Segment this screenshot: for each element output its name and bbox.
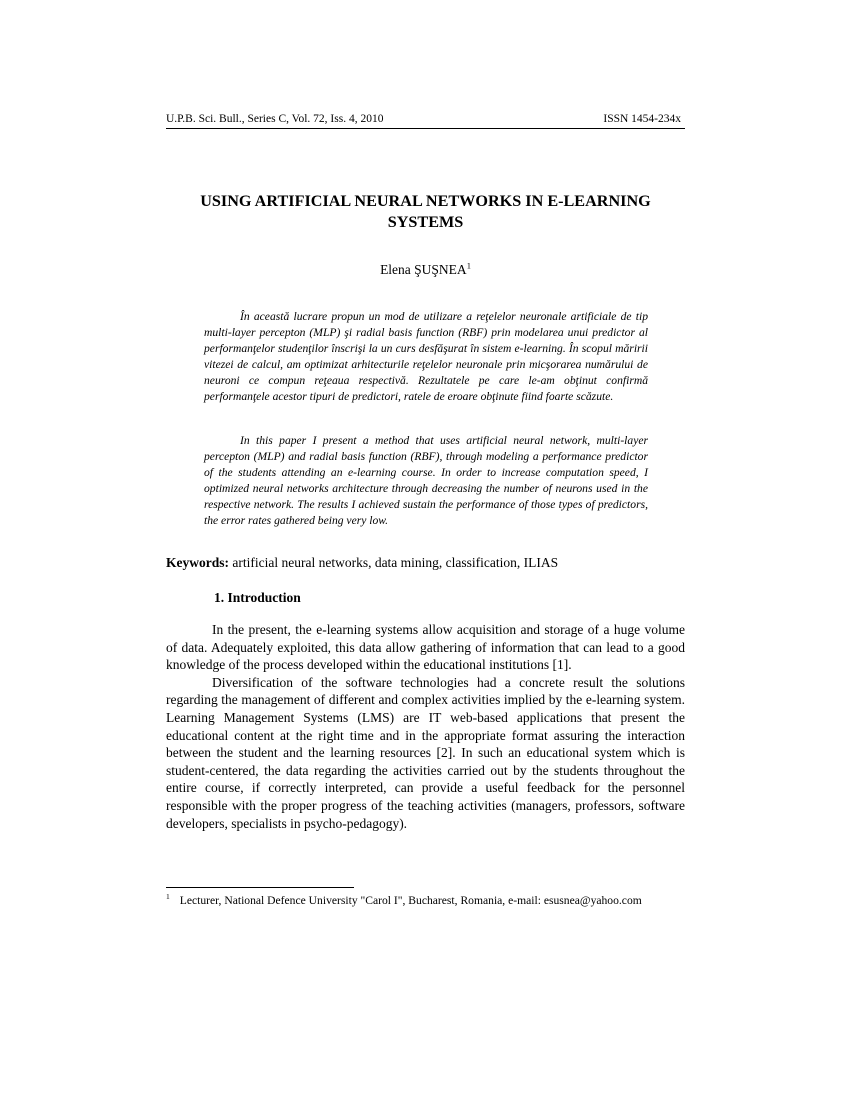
keywords-line [166, 554, 685, 572]
footnote-mark: 1 [166, 892, 170, 902]
footnote-divider [166, 887, 354, 888]
paragraph: In the present, the e-learning systems allow acquisition and storage of a huge volume of data. Adequately exploited, this data allow gathering of information that can lead to a good knowledge of the process developed within the educational institutions [1]. [166, 622, 685, 673]
journal-citation: U.P.B. Sci. Bull., Series C, Vol. 72, Iss. 4, 2010 [166, 113, 384, 125]
author-name: Elena ŞUŞNEA [380, 262, 467, 277]
paper-page [166, 0, 685, 1100]
section-heading-introduction: 1. Introduction [214, 590, 301, 605]
author-line [166, 261, 685, 279]
keywords-label: Keywords: [166, 555, 229, 570]
keywords-text: artificial neural networks, data mining, classification, ILIAS [229, 555, 559, 570]
abstract-romanian: În această lucrare propun un mod de utilizare a reţelelor neuronale artificiale de tip multi-layer percepton (MLP) şi radial basis function (RBF) prin modelarea unui predictor al performanţelor studenţilor înscrişi la un curs desfăşurat în sistem e-learning. În scopul măririi vitezei de calcul, am optimizat arhitecturile reţelelor neuronale prin micşorarea numărului de neuroni ce compun reţeaua respectivă. Rezultatele pe care le-am obţinut confirmă performanţele acestor tipuri de predictori, ratele de eroare obţinute fiind foarte scăzute. [204, 310, 648, 403]
footnote [166, 893, 685, 909]
paragraph: Diversification of the software technologies had a concrete result the solutions regarding the management of different and complex activities implied by the e-learning system. Learning Management Systems (LMS) are IT web-based applications that present the educational content at the right time and in the appropriate format assuring the interaction between the student and the learning resources [2]. In such an educational system which is student-centered, the data regarding the activities carried out by the students throughout the entire course, if correctly interpreted, can provide a useful feedback for the personnel responsible with the proper progress of the teaching activities (managers, professors, software developers, specialists in psycho-pedagogy). [166, 674, 685, 831]
running-header [166, 111, 685, 129]
abstract-english: In this paper I present a method that uses artificial neural network, multi-layer percepton (MLP) and radial basis function (RBF), through modeling a performance predictor of the students attending an e-learning course. In order to increase computation speed, I optimized neural networks architecture through decreasing the number of neurons used in the respective network. The results I achieved sustain the performance of those types of predictors, the error rates gathered being very low. [204, 434, 648, 527]
introduction-body [166, 621, 685, 832]
paper-title: USING ARTIFICIAL NEURAL NETWORKS IN E-LEARNING SYSTEMS [200, 192, 651, 231]
author-footnote-mark: 1 [466, 260, 471, 271]
issn-label: ISSN 1454-234x [603, 113, 681, 125]
footnote-text: Lecturer, National Defence University "Carol I", Bucharest, Romania, e-mail: esusnea@yahoo.com [179, 894, 642, 907]
